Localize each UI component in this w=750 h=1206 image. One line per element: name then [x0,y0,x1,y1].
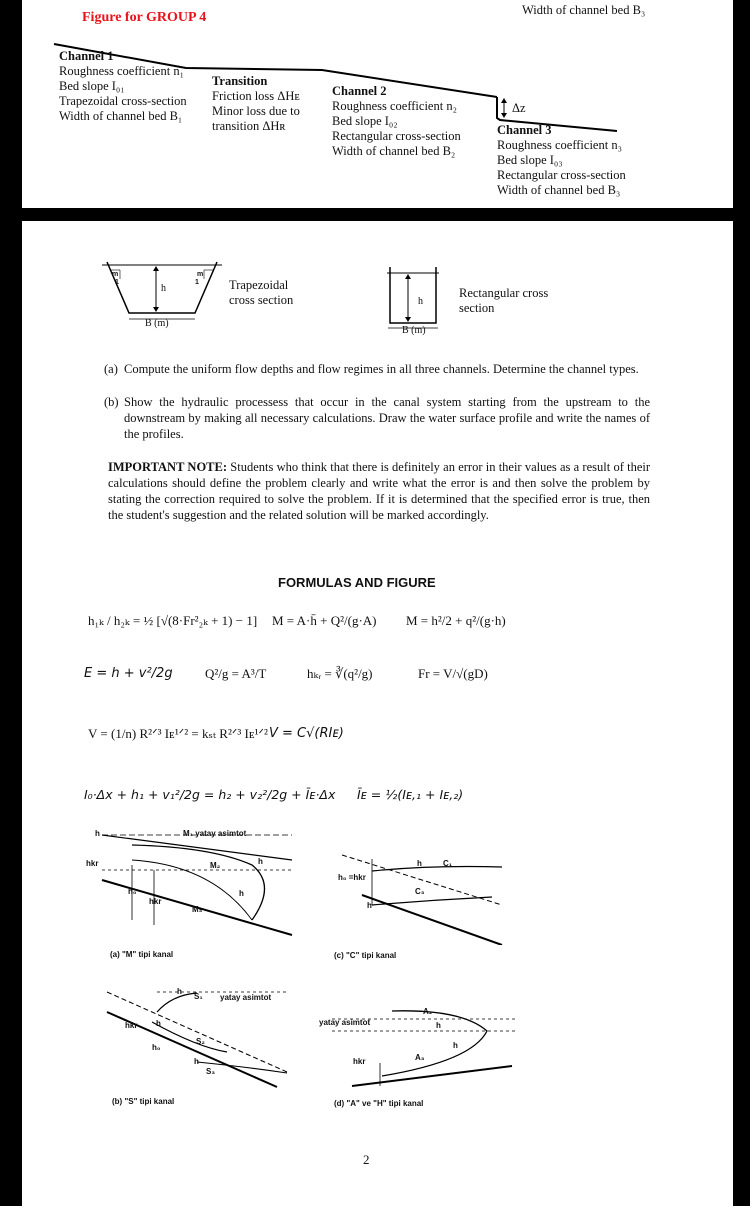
formula-froude: Fr = V/√(gD) [418,666,488,681]
s-label-s3: S₃ [206,1067,216,1076]
channel2-title: Channel 2 [332,84,387,98]
c-label-c1: C₁ [443,859,453,868]
formula-chezy: V = C√(RIᴇ) [269,726,344,741]
a-asymptote: yatay asimtot [319,1018,371,1027]
important-note [108,459,650,523]
document-page [22,221,733,1206]
formula-step-energy: I₀·Δx + h₁ + v₁²/2g = h₂ + v₂²/2g + Īᴇ·Δx [84,787,336,802]
formulas-heading: FORMULAS AND FIGURE [278,575,436,590]
channel3-line: Roughness coefficient n₃ [497,138,622,152]
c-caption: (c) "C" tipi kanal [334,951,397,960]
trap-h-label: h [161,283,166,294]
slope-one-right: 1 [195,279,199,286]
slope-one-left: 1 [115,279,119,286]
a-label-a2: A₂ [423,1007,433,1016]
s-caption: (b) "S" tipi kanal [112,1097,175,1106]
transition-line: transition ΔHʀ [212,119,286,133]
channel3-line: Width of channel bed B₃ [497,183,621,197]
transition-line: Friction loss ΔHᴇ [212,89,300,103]
m-label-hkr2: hkr [149,897,162,906]
channel1-block [59,49,187,124]
a-label-a3: A₃ [415,1053,425,1062]
c-label-h: h [417,859,422,868]
channel3-title: Channel 3 [497,123,552,137]
rect-h-label: h [418,296,423,307]
m-label-h3: h [239,889,244,898]
a-caption: (d) "A" ve "H" tipi kanal [334,1099,424,1108]
channel2-line: Width of channel bed B₂ [332,144,456,158]
slope-m-left: m [112,271,119,278]
channel2-block [332,84,461,159]
drop-label: Δz [512,101,526,115]
transition-title: Transition [212,74,268,88]
s-label-h3: h [194,1057,199,1066]
transition-block [212,74,300,134]
rect-caption: Rectangular cross section [459,286,549,315]
formula-momentum: M = A·h̄ + Q²/(g·A) [272,613,377,628]
m-label-m2: M₂ [210,861,221,870]
top-cut-text: Width of channel bed B₃ [522,3,646,17]
formula-manning: V = (1/n) R²ᐟ³ Iᴇ¹ᐟ² = kₛₜ R²ᐟ³ Iᴇ¹ᐟ² [88,726,268,741]
s-label-s2: S₂ [196,1037,205,1046]
rectangle-section-svg [384,265,444,331]
formula-critical: Q²/g = A³/T [205,666,267,681]
m-label-h0: h₀ [128,887,137,896]
m-asymptote: M₁ yatay asimtot [183,829,247,838]
s-asymptote: yatay asimtot [220,993,272,1002]
channel3-block [497,123,626,198]
a-label-h2: h [453,1041,458,1050]
channel2-line: Roughness coefficient n₂ [332,99,457,113]
formula-momentum-rect: M = h²/2 + q²/(g·h) [406,613,506,628]
channel1-title: Channel 1 [59,49,114,63]
question-b: (b) Show the hydraulic processess that occur in the canal system starting from the upstream to the downstream by making all necessary calculations. Draw the water surface profile and write the names of the profiles. [104,395,650,441]
channel1-line: Roughness coefficient n₁ [59,64,184,78]
channel2-line: Rectangular cross-section [332,129,461,143]
s-label-h0: h₀ [152,1043,161,1052]
c-label-h2: h [367,901,372,910]
question-a: (a) Compute the uniform flow depths and flow regimes in all three channels. Determine the channel types. [104,362,639,376]
note-label: IMPORTANT NOTE: [108,460,228,474]
formula-mean-slope: Īᴇ = ½(Iᴇ,₁ + Iᴇ,₂) [357,787,464,802]
channel2-line: Bed slope I₀₂ [332,114,398,128]
m-profile-diagram [92,825,302,945]
channel1-line: Bed slope I₀₁ [59,79,125,93]
m-label-h: h [95,829,100,838]
channel3-line: Bed slope I₀₃ [497,153,563,167]
transition-line: Minor loss due to [212,104,300,118]
a-label-h: h [436,1021,441,1030]
channel1-line: Trapezoidal cross-section [59,94,187,108]
m-label-m3: M₃ [192,905,203,914]
trap-width-label: B (m) [145,318,169,329]
rect-width-label: B (m) [402,325,426,336]
s-label-h: h [177,987,182,996]
formula-energy: E = h + v²/2g [84,666,173,681]
formula-critical-depth: hₖᵣ = ∛(q²/g) [307,666,373,681]
m-label-hkr: hkr [86,859,99,868]
trap-caption: Trapezoidal cross section [229,278,294,307]
formula-hydraulic-jump: h₁ₖ / h₂ₖ = ½ [√(8·Fr²₂ₖ + 1) − 1] [88,613,258,628]
c-label-c3: C₃ [415,887,425,896]
slope-m-right: m [197,271,204,278]
page-number: 2 [363,1152,370,1167]
note-text: Students who think that there is definitely an error in their values as a result of their calculations should define the problem clearly and write what the error is and then solve the problem by stating the correction required to solve the problem. If it is determined that the specified error is true, then the student's suggestion and the related solution will be marked accordingly. [108,460,651,522]
a-profile-diagram [322,1001,522,1101]
c-label-h0: h₀ =hkr [338,873,366,882]
channel3-line: Rectangular cross-section [497,168,626,182]
s-label-s1: S₁ [194,992,203,1001]
a-label-hkr: hkr [353,1057,366,1066]
s-label-h2: h [156,1019,161,1028]
m-label-h2: h [258,857,263,866]
figure-page [22,0,733,208]
m-caption: (a) "M" tipi kanal [110,950,174,959]
figure-title: Figure for GROUP 4 [82,10,207,25]
s-label-hkr: hkr [125,1021,138,1030]
channel1-line: Width of channel bed B₁ [59,109,183,123]
